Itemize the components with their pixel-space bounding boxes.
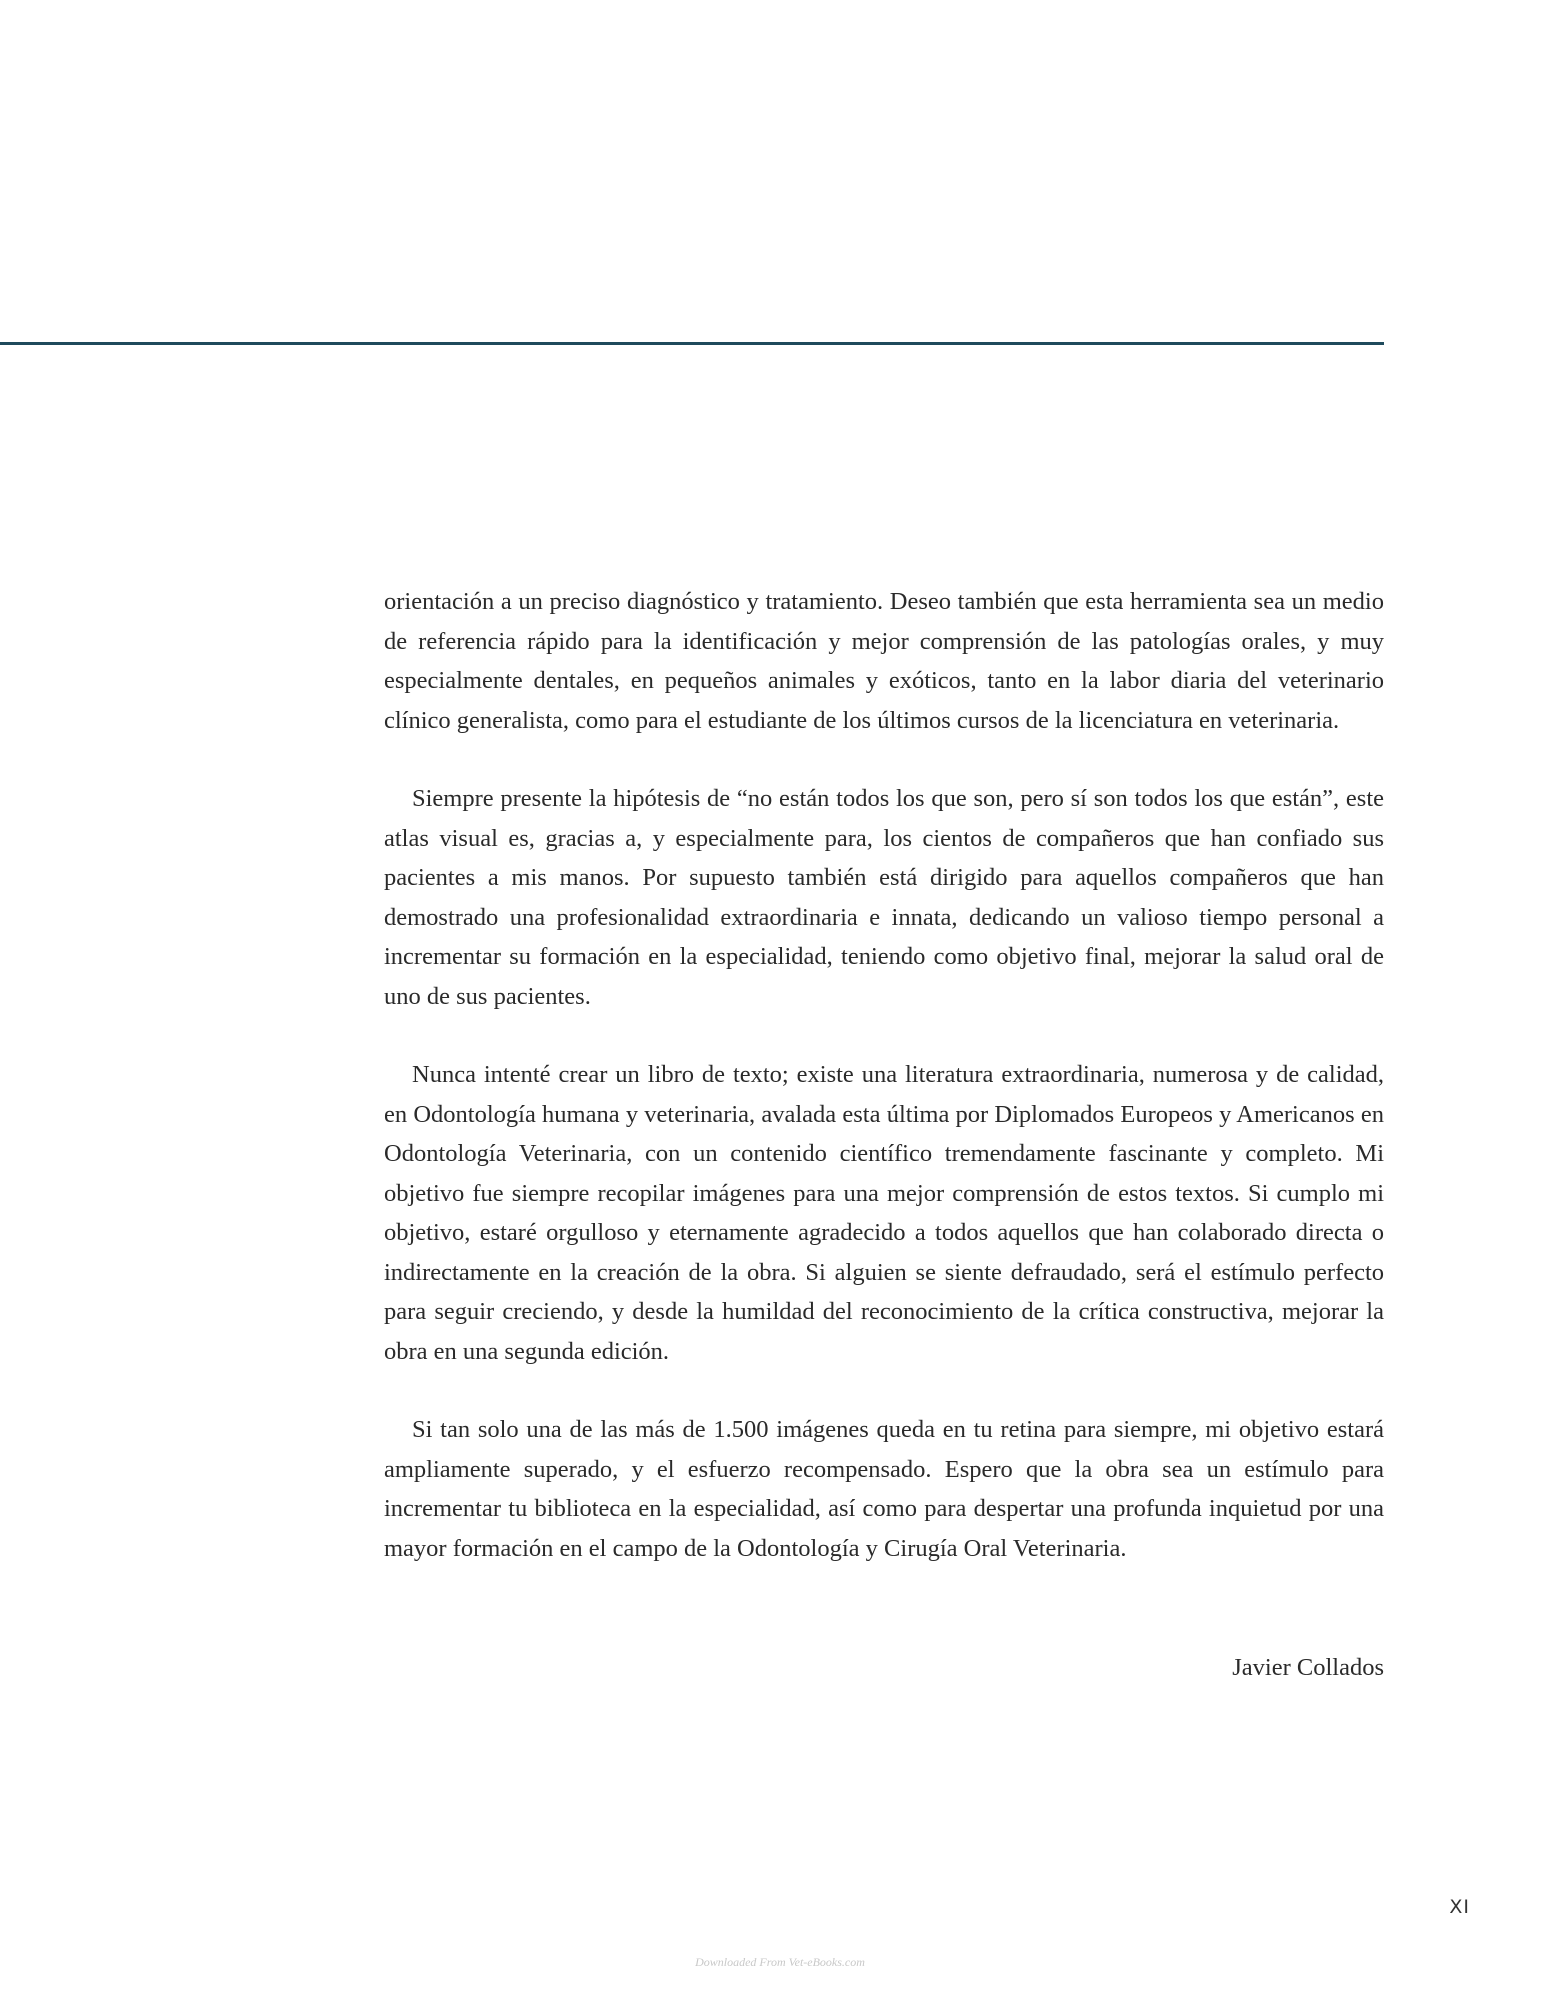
paragraph-4: Si tan solo una de las más de 1.500 imágenes queda en tu retina para siempre, mi objetivo estará ampliamente superado, y el esfuerzo recompensado. Espero que la obra sea un estímulo para incrementar tu biblioteca en la especialidad, así como para despertar una profunda inquietud por una mayor formación en el campo de la Odontología y Cirugía Oral Veterinaria. (384, 1416, 1384, 1562)
page-number: XI (1449, 1896, 1470, 1918)
download-watermark: Downloaded From Vet-eBooks.com (695, 1955, 865, 1969)
header-rule (0, 342, 1384, 345)
body-text (384, 582, 1384, 1607)
paragraph-1: orientación a un preciso diagnóstico y tratamiento. Deseo también que esta herramienta sea un medio de referencia rápido para la identificación y mejor comprensión de las patologías orales, y muy especialmente dentales, en pequeños animales y exóticos, tanto en la labor diaria del veterinario clínico generalista, como para el estudiante de los últimos cursos de la licenciatura en veterinaria. (384, 588, 1384, 734)
author-signature: Javier Collados (1232, 1654, 1384, 1681)
paragraph-3: Nunca intenté crear un libro de texto; existe una literatura extraordinaria, numerosa y de calidad, en Odontología humana y veterinaria, avalada esta última por Diplomados Europeos y Americanos en Odontología Veterinaria, con un contenido científico tremendamente fascinante y completo. Mi objetivo fue siempre recopilar imágenes para una mejor comprensión de estos textos. Si cumplo mi objetivo, estaré orgulloso y eternamente agradecido a todos aquellos que han colaborado directa o indirectamente en la creación de la obra. Si alguien se siente defraudado, será el estímulo perfecto para seguir creciendo, y desde la humildad del reconocimiento de la crítica constructiva, mejorar la obra en una segunda edición. (384, 1061, 1384, 1365)
paragraph-2: Siempre presente la hipótesis de “no están todos los que son, pero sí son todos los que están”, este atlas visual es, gracias a, y especialmente para, los cientos de compañeros que han confiado sus pacientes a mis manos. Por supuesto también está dirigido para aquellos compañeros que han demostrado una profesionalidad extraordinaria e innata, dedicando un valioso tiempo personal a incrementar su formación en la especialidad, teniendo como objetivo final, mejorar la salud oral de uno de sus pacientes. (384, 785, 1384, 1010)
